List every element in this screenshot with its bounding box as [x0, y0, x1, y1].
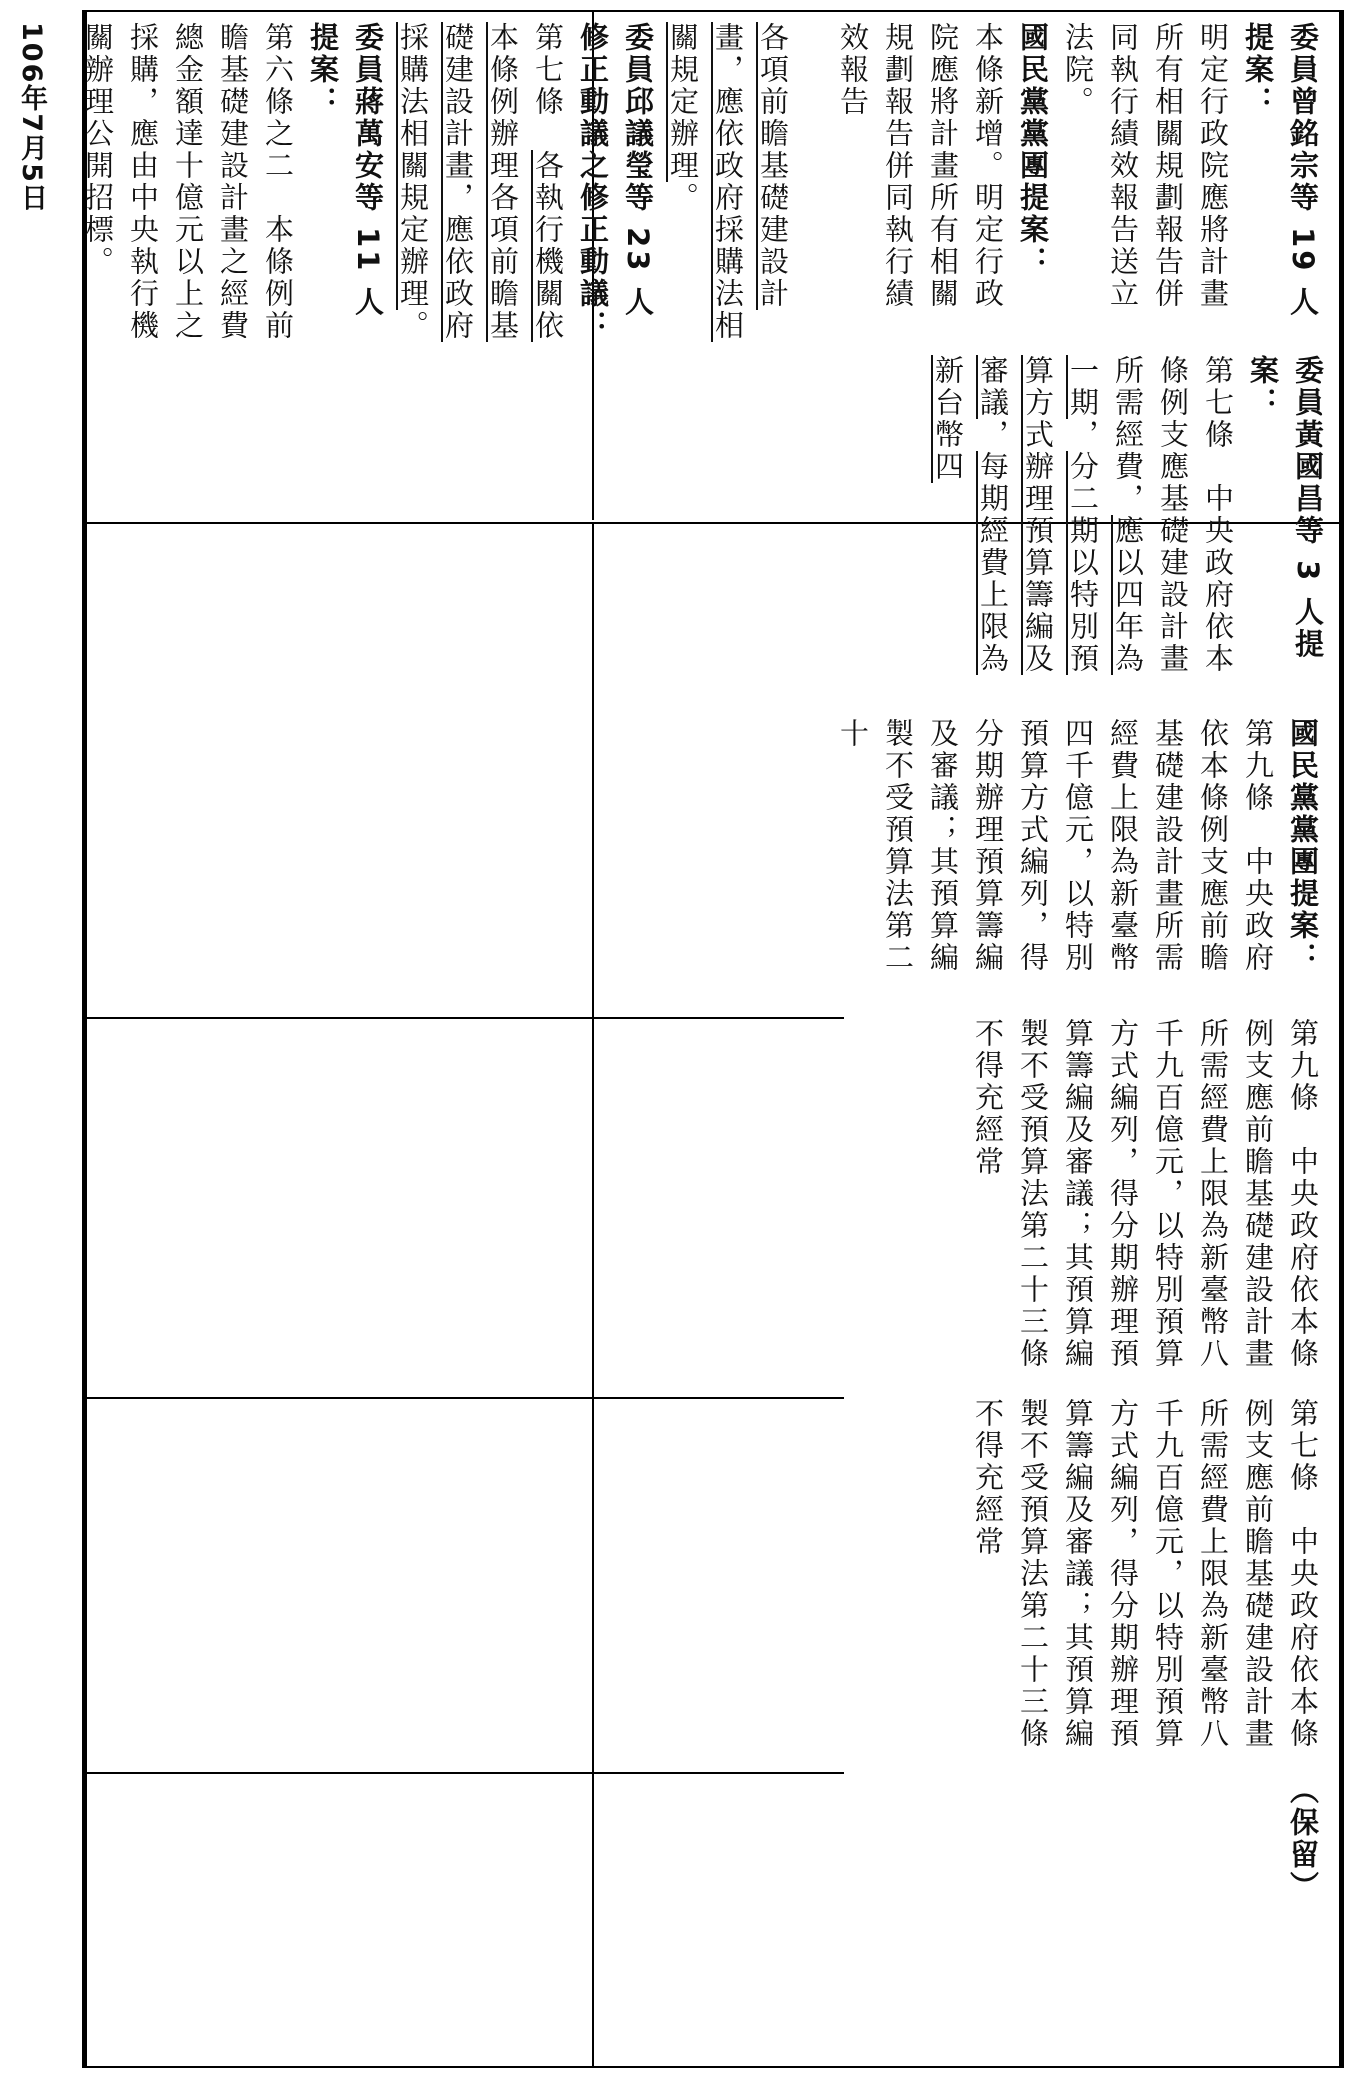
- underlined-text: 各項前瞻基礎建設計畫，應依政府採購法相關規定辦理: [666, 22, 790, 342]
- underlined-text: 應以四年為一期: [1066, 355, 1145, 675]
- underlined-text: 各執行機關依本條例辦理各項前瞻基礎建設計畫，應依政府採購法相關規定辦理: [396, 22, 565, 342]
- cell-col3: [805, 1018, 1325, 1378]
- bold-heading: （保留）: [1286, 1775, 1320, 1903]
- cell-paragraph: [300, 22, 390, 347]
- text-run: 第九條 中央政府依本條例支應前瞻基礎建設計畫所需經費上限為新臺幣八千九百億元，以特別預算方式編列，得分期辦理預算籌編及審議；其預算編製不受預算法第二十三條不得充經常: [971, 1018, 1320, 1370]
- bold-heading: 委員邱議瑩等 23 人修正動議之修正動議：: [576, 22, 655, 342]
- underlined-text: 分二期以特別預算方式辦理預算籌編及審議: [976, 355, 1100, 675]
- cell-paragraph: [830, 22, 1010, 332]
- bold-heading: 國民黨黨團提案：: [1016, 22, 1050, 278]
- underlined-text: 每期經費上限為新台幣四: [931, 355, 1010, 675]
- cell-paragraph: [925, 355, 1240, 675]
- cell-paragraph: [660, 22, 795, 347]
- text-run: 明定行政院應將計畫所有相關規劃報告併同執行績效報告送立法院。: [1061, 22, 1230, 310]
- text-run: 第七條 中央政府依本條例支應前瞻基礎建設計畫所需經費上限為新臺幣八千九百億元，以特別預算方式編列，得分期辦理預算籌編及審議；其預算編製不受預算法第二十三條不得充經常: [971, 1398, 1320, 1750]
- cell-paragraph: [390, 22, 570, 347]
- cell-col1: [805, 355, 1330, 675]
- text-run: 第六條之二 本條例前瞻基礎建設計畫之經費總金額達十億元以上之採購，應由中央執行機關辦理公開招標。: [81, 22, 295, 342]
- cell-paragraph: [1240, 355, 1330, 675]
- cell-paragraph: [1280, 1775, 1325, 2055]
- text-run: 本條新增。明定行政院應將計畫所有相關規劃報告併同執行績效報告: [836, 22, 1005, 310]
- cell-col2: [805, 718, 1325, 1003]
- cell-paragraph: [570, 22, 660, 347]
- cell-top-amendments: [81, 22, 795, 347]
- bold-heading: 委員蔣萬安等 11 人提案：: [306, 22, 385, 319]
- text-run: 。: [396, 310, 430, 342]
- cell-paragraph: [965, 1398, 1325, 1753]
- bold-heading: 國民黨黨團提案：: [1286, 718, 1320, 974]
- cell-paragraph: [1055, 22, 1235, 332]
- bold-heading: 委員曾銘宗等 19 人提案：: [1241, 22, 1320, 319]
- cell-paragraph: [1280, 718, 1325, 1003]
- bold-heading: 委員黃國昌等 3 人提案：: [1246, 355, 1325, 661]
- text-run: 第九條 中央政府依本條例支應前瞻基礎建設計畫所需經費上限為新臺幣四千億元，以特別預算方式編列，得分期辦理預算籌編及審議；其預算編製不受預算法第二十: [836, 718, 1275, 974]
- text-run: ，: [1066, 419, 1100, 451]
- cell-top-proposals: [800, 22, 1325, 332]
- cell-paragraph: [830, 718, 1280, 1003]
- cell-col5: [805, 1775, 1325, 2055]
- text-run: 第七條: [531, 22, 565, 150]
- page-date: 106年7月5日: [16, 22, 47, 213]
- cell-paragraph: [1010, 22, 1055, 332]
- bottom-row-sep-2: [87, 1397, 844, 1399]
- text-run: ，: [976, 419, 1010, 451]
- bottom-row-sep-1: [87, 1017, 844, 1019]
- cell-paragraph: [965, 1018, 1325, 1378]
- bottom-column-divider-1: [592, 522, 594, 2068]
- text-run: 第七條 中央政府依本條例支應基礎建設計畫所需經費，: [1111, 355, 1235, 675]
- cell-paragraph: [75, 22, 300, 347]
- bottom-row-sep-3: [87, 1772, 844, 1774]
- cell-col4: [805, 1398, 1325, 1753]
- text-run: 。: [666, 182, 700, 214]
- cell-paragraph: [1235, 22, 1325, 332]
